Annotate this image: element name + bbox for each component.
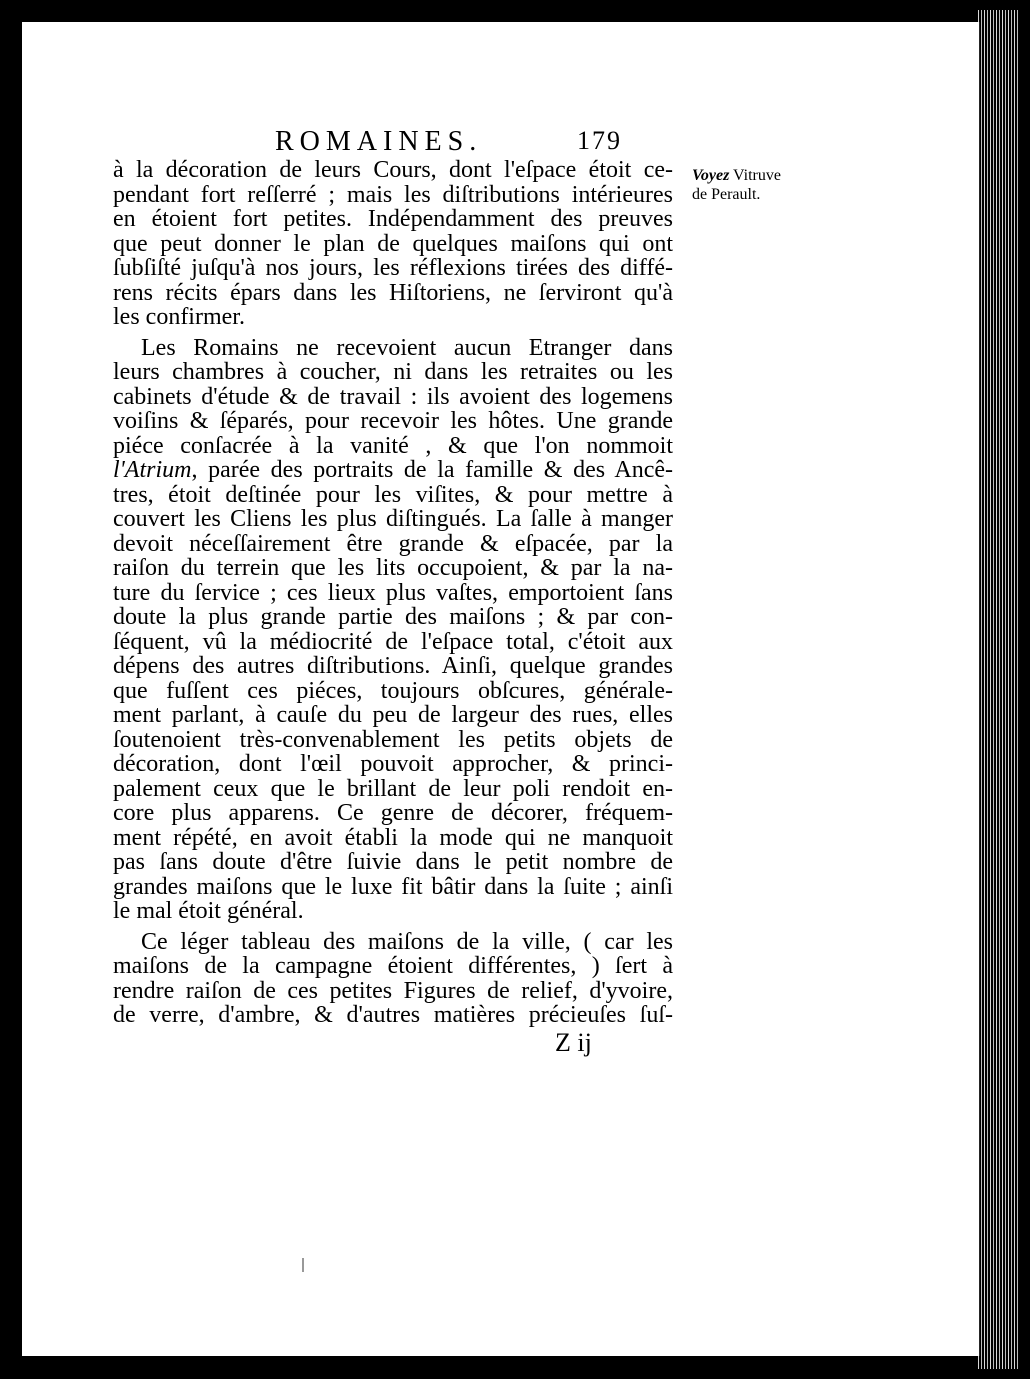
text-line: pendant fort reſſerré ; mais les diſtributions intérieures xyxy=(113,181,673,208)
text-line: palement ceux que le brillant de leur poli rendoit en- xyxy=(113,775,673,802)
text-line: les confirmer. xyxy=(113,304,245,330)
text-line: maiſons de la campagne étoient différentes, ) ſert à xyxy=(113,953,673,979)
text-line: de verre, d'ambre, & d'autres matières précieuſes ſuſ- xyxy=(113,1002,673,1028)
text-line: ſoutenoient très-convenablement les petits objets de xyxy=(113,726,673,753)
text-line: voiſins & ſéparés, pour recevoir les hôtes. Une grande xyxy=(113,408,673,434)
text-line: ture du ſervice ; ces lieux plus vaſtes, emportoient ſans xyxy=(113,579,673,606)
text-line: ſubſiſté juſqu'à nos jours, les réflexions tirées des diffé- xyxy=(113,255,673,281)
text-line: devoit néceſſairement être grande & eſpacée, par la xyxy=(113,530,673,557)
text-line: couvert les Cliens les plus diſtingués. La ſalle à manger xyxy=(113,506,673,532)
page-edge-shadow xyxy=(978,10,1018,1369)
text-line: core plus apparens. Ce genre de décorer, fréquem- xyxy=(113,800,673,826)
text-line: Ce léger tableau des maiſons de la ville, ( car les xyxy=(141,928,673,955)
text-line: doute la plus grande partie des maiſons ; & par con- xyxy=(113,604,673,630)
text-line: à la décoration de leurs Cours, dont l'eſpace étoit ce- xyxy=(113,157,673,183)
text-line: leurs chambres à coucher, ni dans les retraites ou les xyxy=(113,359,673,385)
text-line: l'Atrium, parée des portraits de la famille & des Ancê- xyxy=(113,457,673,483)
text-line: que peut donner le plan de quelques maiſons qui ont xyxy=(113,230,673,257)
text-line: pas ſans doute d'être ſuivie dans le petit nombre de xyxy=(113,849,673,875)
paragraph-3 xyxy=(113,930,673,1028)
text-line: piéce conſacrée à la vanité , & que l'on nommoit xyxy=(113,432,673,459)
text-line: rendre raiſon de ces petites Figures de relief, d'yvoire, xyxy=(113,977,673,1004)
margin-note-italic: Voyez xyxy=(692,167,730,184)
margin-note-line2: de Perault. xyxy=(692,186,761,203)
text-line: ſéquent, vû la médiocrité de l'eſpace total, c'étoit aux xyxy=(113,628,673,655)
text-line: cabinets d'étude & de travail : ils avoient des logemens xyxy=(113,383,673,410)
scan-mark xyxy=(302,1258,304,1272)
text-line: Les Romains ne recevoient aucun Etranger dans xyxy=(141,334,673,361)
body-text xyxy=(113,158,673,1028)
paragraph-1 xyxy=(113,158,673,330)
text-line: tres, étoit deſtinée pour les viſites, & pour mettre à xyxy=(113,481,673,508)
text-line: ment répété, en avoit établi la mode qui ne manquoit xyxy=(113,824,673,851)
text-line: décoration, dont l'œil pouvoit approcher, & princi- xyxy=(113,751,673,777)
text-line: le mal étoit général. xyxy=(113,898,304,924)
text-line: ment parlant, à cauſe du peu de largeur des rues, elles xyxy=(113,702,673,728)
paragraph-2 xyxy=(113,336,673,924)
margin-note xyxy=(692,166,781,204)
signature-mark: Z ij xyxy=(555,1028,592,1057)
page-number: 179 xyxy=(577,126,622,155)
text-line: en étoient fort petites. Indépendamment des preuves xyxy=(113,206,673,232)
running-head: ROMAINES. xyxy=(275,126,483,157)
text-line: rens récits épars dans les Hiſtoriens, ne ſerviront qu'à xyxy=(113,279,673,306)
text-line: que fuſſent ces piéces, toujours obſcures, générale- xyxy=(113,677,673,704)
text-line: grandes maiſons que le luxe fit bâtir dans la ſuite ; ainſi xyxy=(113,873,673,900)
margin-note-line1: Vitruve xyxy=(729,167,781,184)
text-line: raiſon du terrein que les lits occupoient, & par la na- xyxy=(113,555,673,581)
text-line: dépens des autres diſtributions. Ainſi, quelque grandes xyxy=(113,653,673,679)
